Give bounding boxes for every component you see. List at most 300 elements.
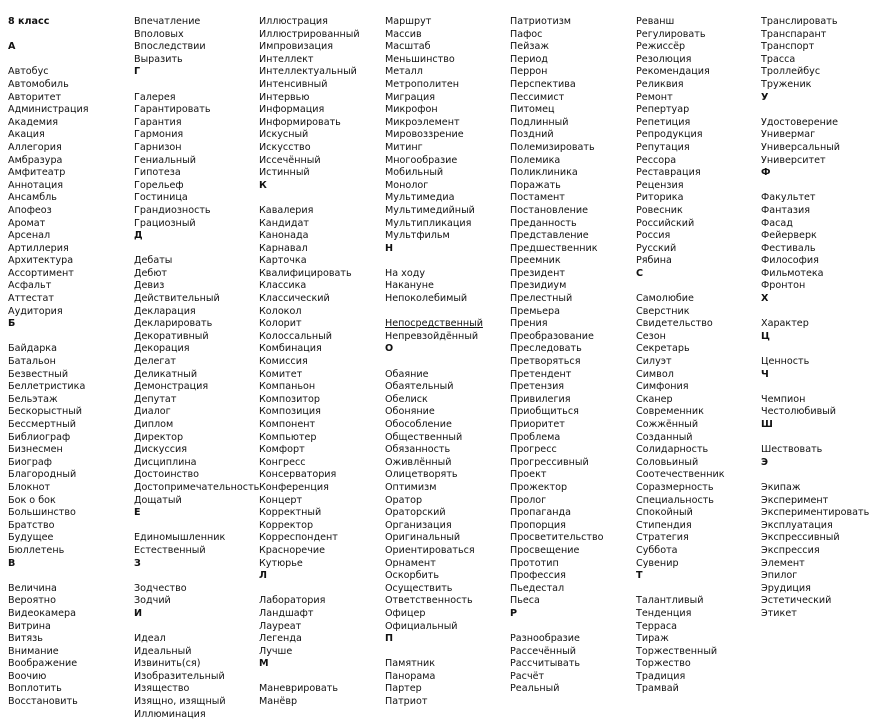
word-item: Комиссия xyxy=(259,356,308,368)
word-item: Диплом xyxy=(134,419,174,430)
word-item: Амбразура xyxy=(8,154,63,166)
word-item: Рябина xyxy=(636,255,672,267)
word-item: Компаньон xyxy=(259,381,316,393)
word-item: Безвестный xyxy=(8,368,69,380)
word-item: Гарантировать xyxy=(134,104,211,116)
word-item: Ансамбль xyxy=(8,192,57,204)
word-item: Аллегория xyxy=(8,141,62,153)
word-item: Иллюстрация xyxy=(259,16,328,27)
word-item: Деликатный xyxy=(134,368,198,380)
word-item: Репертуар xyxy=(636,104,690,116)
word-item: Фестиваль xyxy=(761,242,816,254)
word-item: Непоколебимый xyxy=(385,293,468,305)
word-item: Накануне xyxy=(385,280,434,292)
word-item: На ходу xyxy=(385,267,426,279)
spacer xyxy=(8,570,133,583)
word-item: Интеллект xyxy=(259,53,314,65)
word-item: Девиз xyxy=(134,280,165,292)
word-item: Риторика xyxy=(636,192,684,204)
word-item: Выразить xyxy=(134,53,183,65)
word-item: Иллюминация xyxy=(134,708,206,720)
word-item: Приоритет xyxy=(510,419,565,430)
word-item: Дебют xyxy=(134,267,167,279)
word-item: Батальон xyxy=(8,356,56,368)
word-item: Видеокамера xyxy=(8,607,77,619)
word-item: Экипаж xyxy=(761,481,801,493)
word-item: Информировать xyxy=(259,116,341,128)
section-heading: 8 класс xyxy=(8,16,50,27)
word-item: Перрон xyxy=(510,66,548,78)
word-item: Преданность xyxy=(510,217,577,229)
word-item: Торжественный xyxy=(636,645,718,657)
section-heading: К xyxy=(259,179,267,191)
word-item: Впечатление xyxy=(134,16,201,27)
word-item: Предшественник xyxy=(510,242,598,254)
word-item: Сувенир xyxy=(636,557,679,569)
word-item: Мультимедиа xyxy=(385,192,455,204)
word-item: Фейерверк xyxy=(761,230,817,242)
word-item: Воплотить xyxy=(8,683,62,695)
word-item: Истинный xyxy=(259,167,310,179)
word-item: Солидарность xyxy=(636,444,709,456)
word-item: Карнавал xyxy=(259,242,308,254)
word-item: Постановление xyxy=(510,204,589,216)
word-item: Полемика xyxy=(510,154,561,166)
word-item: Транслировать xyxy=(761,16,838,27)
word-item: Авторитет xyxy=(8,91,62,103)
word-item: Реставрация xyxy=(636,167,701,179)
word-item: Преобразование xyxy=(510,330,594,342)
word-item: Обязанность xyxy=(385,444,451,456)
word-item: Декларировать xyxy=(134,318,213,330)
word-item: Интервью xyxy=(259,91,310,103)
word-item: Репетиция xyxy=(636,116,691,128)
word-item: Консерватория xyxy=(259,469,337,481)
word-item: Гостиница xyxy=(134,192,188,204)
word-item: Декларация xyxy=(134,305,196,317)
word-item: Ремонт xyxy=(636,91,673,103)
word-item: Интеллектуальный xyxy=(259,66,357,78)
word-item: Сканер xyxy=(636,393,673,405)
spacer xyxy=(636,583,761,596)
word-item: Впоследствии xyxy=(134,41,206,53)
word-item: Комитет xyxy=(259,368,303,380)
word-item: Приобщиться xyxy=(510,406,579,418)
word-column-4 xyxy=(385,16,510,709)
word-item: Суббота xyxy=(636,544,678,556)
word-item: Извинить(ся) xyxy=(134,658,201,670)
word-item: Конференция xyxy=(259,481,329,493)
word-item: Грациозный xyxy=(134,217,196,229)
word-item: Регулировать xyxy=(636,28,706,40)
spacer xyxy=(134,621,259,634)
word-item: Идеал xyxy=(134,633,166,645)
word-item: Стратегия xyxy=(636,532,689,544)
word-item: Делегат xyxy=(134,356,176,368)
word-item: Просвещение xyxy=(510,544,580,556)
word-item: Философия xyxy=(761,255,819,267)
word-item: Репутация xyxy=(636,141,690,153)
word-item: Монолог xyxy=(385,179,429,191)
word-item: Оратор xyxy=(385,494,423,506)
word-item: Соловьиный xyxy=(636,456,699,468)
spacer xyxy=(385,356,510,369)
spacer xyxy=(385,255,510,268)
word-item: Реликвия xyxy=(636,78,684,90)
word-item: Арсенал xyxy=(8,230,51,242)
word-item: Симфония xyxy=(636,381,689,393)
word-item: Витрина xyxy=(8,620,51,632)
word-item: Репродукция xyxy=(636,129,703,141)
word-item: Шествовать xyxy=(761,444,823,456)
word-item: Секретарь xyxy=(636,343,690,355)
word-item: Бизнесмен xyxy=(8,444,63,456)
section-heading: П xyxy=(385,633,394,645)
section-heading: Н xyxy=(385,242,394,254)
word-item: Патриотизм xyxy=(510,16,572,27)
word-item: Галерея xyxy=(134,91,176,103)
word-item: Аттестат xyxy=(8,293,54,305)
word-item: Аудитория xyxy=(8,305,63,317)
word-item: Премьера xyxy=(510,305,560,317)
word-item: Зодчество xyxy=(134,582,187,594)
word-item: Режиссёр xyxy=(636,41,686,53)
word-item: Композиция xyxy=(259,406,321,418)
word-item: Университет xyxy=(761,154,826,166)
word-item: Восстановить xyxy=(8,696,78,708)
word-item: Труженик xyxy=(761,78,812,90)
word-item: Рессора xyxy=(636,154,677,166)
word-item: Непосредственный xyxy=(385,318,483,330)
section-heading: Э xyxy=(761,456,769,468)
word-item: Мультфильм xyxy=(385,230,450,242)
word-item: Проблема xyxy=(510,431,561,443)
word-item: Рассчитывать xyxy=(510,658,581,670)
word-item: Дебаты xyxy=(134,255,173,267)
word-column-7 xyxy=(761,16,886,621)
word-item: Непревзойдённый xyxy=(385,330,479,342)
word-item: Биограф xyxy=(8,456,52,468)
word-item: Троллейбус xyxy=(761,66,821,78)
word-item: Гармония xyxy=(134,129,184,141)
word-item: Организация xyxy=(385,519,452,531)
word-item: Тенденция xyxy=(636,607,692,619)
word-item: Расчёт xyxy=(510,670,545,682)
word-item: Маршрут xyxy=(385,16,432,27)
word-item: Преемник xyxy=(510,255,561,267)
word-item: Автомобиль xyxy=(8,78,69,90)
word-item: Карточка xyxy=(259,255,307,267)
spacer xyxy=(510,621,635,634)
word-item: Метрополитен xyxy=(385,78,460,90)
word-item: Мировоззрение xyxy=(385,129,464,141)
word-item: Лауреат xyxy=(259,620,302,632)
word-item: Сезон xyxy=(636,330,666,342)
word-item: Ценность xyxy=(761,356,810,368)
word-item: Патриот xyxy=(385,696,428,708)
word-item: Факультет xyxy=(761,192,816,204)
word-item: Байдарка xyxy=(8,343,57,355)
word-item: Оптимизм xyxy=(385,481,437,493)
word-item: Комфорт xyxy=(259,444,305,456)
word-item: Поздний xyxy=(510,129,554,141)
word-item: Зодчий xyxy=(134,595,171,607)
word-item: Кавалерия xyxy=(259,204,314,216)
word-item: Витязь xyxy=(8,633,43,645)
spacer xyxy=(761,306,886,319)
word-item: Олицетворять xyxy=(385,469,458,481)
word-item: Иссечённый xyxy=(259,154,321,166)
word-item: Архитектура xyxy=(8,255,74,267)
word-item: Декорация xyxy=(134,343,190,355)
word-item: Идеальный xyxy=(134,645,192,657)
word-column-3 xyxy=(259,16,384,709)
word-item: Прожектор xyxy=(510,481,568,493)
word-item: Автобус xyxy=(8,66,49,78)
word-item: Мультимедийный xyxy=(385,204,475,216)
word-item: Пропорция xyxy=(510,519,566,531)
section-heading: Л xyxy=(259,570,267,582)
word-item: Экспрессивный xyxy=(761,532,840,544)
word-item: Гипотеза xyxy=(134,167,181,179)
word-item: Обаятельный xyxy=(385,381,454,393)
word-column-6 xyxy=(636,16,761,696)
word-item: Стипендия xyxy=(636,519,692,531)
word-column-2 xyxy=(134,16,259,721)
word-item: Будущее xyxy=(8,532,54,544)
word-item: Полемизировать xyxy=(510,141,595,153)
spacer xyxy=(761,469,886,482)
word-item: Депутат xyxy=(134,393,177,405)
word-item: Бельэтаж xyxy=(8,393,58,405)
spacer xyxy=(761,432,886,445)
word-item: Иллюстрированный xyxy=(259,28,360,40)
word-item: Меньшинство xyxy=(385,53,455,65)
word-item: Лучше xyxy=(259,645,293,657)
word-item: Экспериментировать xyxy=(761,507,870,519)
word-item: Честолюбивый xyxy=(761,406,837,418)
word-item: Символ xyxy=(636,368,674,380)
word-item: Российский xyxy=(636,217,695,229)
word-item: Поражать xyxy=(510,179,561,191)
word-item: Массив xyxy=(385,28,422,40)
word-item: Прогрессивный xyxy=(510,456,589,468)
section-heading: И xyxy=(134,607,143,619)
word-item: Общественный xyxy=(385,431,463,443)
word-item: Партер xyxy=(385,683,422,695)
word-item: Легенда xyxy=(259,633,302,645)
word-item: Комбинация xyxy=(259,343,322,355)
word-item: Президент xyxy=(510,267,565,279)
word-item: Свидетельство xyxy=(636,318,713,330)
word-item: Специальность xyxy=(636,494,714,506)
word-item: Аромат xyxy=(8,217,46,229)
word-item: Торжество xyxy=(636,658,691,670)
word-item: Большинство xyxy=(8,507,76,519)
word-item: Гарнизон xyxy=(134,141,182,153)
word-item: Композитор xyxy=(259,393,320,405)
word-item: Универсальный xyxy=(761,141,841,153)
word-item: Бессмертный xyxy=(8,419,76,430)
word-item: Аннотация xyxy=(8,179,63,191)
word-item: Манёвр xyxy=(259,696,298,708)
word-item: Силуэт xyxy=(636,356,672,368)
word-item: Сверстник xyxy=(636,305,690,317)
word-item: Преследовать xyxy=(510,343,582,355)
word-item: Удостоверение xyxy=(761,116,839,128)
word-item: Вполовых xyxy=(134,28,184,40)
word-item: Профессия xyxy=(510,570,566,582)
word-item: Микроэлемент xyxy=(385,116,460,128)
word-item: Ассортимент xyxy=(8,267,74,279)
word-item: Благородный xyxy=(8,469,77,481)
section-heading: Е xyxy=(134,507,141,519)
word-item: Просветительство xyxy=(510,532,604,544)
word-item: Апофеоз xyxy=(8,204,52,216)
word-item: Рассечённый xyxy=(510,645,577,657)
word-item: Созданный xyxy=(636,431,693,443)
word-item: Братство xyxy=(8,519,55,531)
word-item: Эпилог xyxy=(761,570,798,582)
spacer xyxy=(761,343,886,356)
word-item: Искусный xyxy=(259,129,309,141)
word-item: Импровизация xyxy=(259,41,334,53)
word-item: Эксперимент xyxy=(761,494,829,506)
section-heading: Ц xyxy=(761,330,770,342)
word-item: Микрофон xyxy=(385,104,438,116)
word-item: Проект xyxy=(510,469,547,481)
word-item: Привилегия xyxy=(510,393,571,405)
word-item: Бескорыстный xyxy=(8,406,83,418)
word-item: Искусство xyxy=(259,141,311,153)
word-item: Резолюция xyxy=(636,53,692,65)
spacer xyxy=(134,570,259,583)
word-item: Лаборатория xyxy=(259,595,326,607)
word-item: Пессимист xyxy=(510,91,565,103)
spacer xyxy=(134,520,259,533)
spacer xyxy=(259,583,384,596)
word-item: Эрудиция xyxy=(761,582,811,594)
word-item: Перспектива xyxy=(510,78,576,90)
word-item: Этикет xyxy=(761,607,797,619)
word-item: Спокойный xyxy=(636,507,693,519)
word-item: Соразмерность xyxy=(636,481,714,493)
word-item: Академия xyxy=(8,116,59,128)
word-item: Обоняние xyxy=(385,406,435,418)
spacer xyxy=(259,671,384,684)
word-item: Колоссальный xyxy=(259,330,332,342)
word-item: Величина xyxy=(8,582,57,594)
spacer xyxy=(761,104,886,117)
word-item: Классика xyxy=(259,280,307,292)
word-item: Изящество xyxy=(134,683,190,695)
spacer xyxy=(134,79,259,92)
word-item: Трамвай xyxy=(636,683,679,695)
word-item: Бюллетень xyxy=(8,544,65,556)
spacer xyxy=(636,280,761,293)
word-item: Фантазия xyxy=(761,204,810,216)
word-item: Реванш xyxy=(636,16,675,27)
word-item: Транспорт xyxy=(761,41,815,53)
word-item: Официальный xyxy=(385,620,458,632)
word-item: Рекомендация xyxy=(636,66,710,78)
word-item: Транспарант xyxy=(761,28,827,40)
spacer xyxy=(259,192,384,205)
word-item: Ответственность xyxy=(385,595,473,607)
word-item: Поликлиника xyxy=(510,167,578,179)
word-item: Универмаг xyxy=(761,129,816,141)
word-item: Период xyxy=(510,53,548,65)
word-item: Дисциплина xyxy=(134,456,197,468)
spacer xyxy=(761,180,886,193)
word-item: Постамент xyxy=(510,192,565,204)
word-item: Ораторский xyxy=(385,507,446,519)
word-item: Компьютер xyxy=(259,431,317,443)
word-item: Изящно, изящный xyxy=(134,696,226,708)
word-item: Воочию xyxy=(8,670,47,682)
word-item: Беллетристика xyxy=(8,381,86,393)
word-item: Достоинство xyxy=(134,469,199,481)
section-heading: Д xyxy=(134,230,143,242)
word-item: Артиллерия xyxy=(8,242,69,254)
section-heading: Ч xyxy=(761,368,769,380)
word-item: Ровесник xyxy=(636,204,683,216)
word-item: Демонстрация xyxy=(134,381,209,393)
word-item: Питомец xyxy=(510,104,555,116)
word-item: Обаяние xyxy=(385,368,429,380)
word-item: Гениальный xyxy=(134,154,197,166)
word-item: Колокол xyxy=(259,305,302,317)
word-item: Президиум xyxy=(510,280,567,292)
word-item: Информация xyxy=(259,104,325,116)
word-item: Асфальт xyxy=(8,280,52,292)
word-item: Рецензия xyxy=(636,179,684,191)
section-heading: В xyxy=(8,557,16,569)
word-item: Пролог xyxy=(510,494,547,506)
word-item: Самолюбие xyxy=(636,293,694,305)
word-item: Конгресс xyxy=(259,456,306,468)
word-item: Фасад xyxy=(761,217,793,229)
section-heading: З xyxy=(134,557,141,569)
word-item: Корректор xyxy=(259,519,314,531)
word-item: Маневрировать xyxy=(259,683,339,695)
word-item: Терраса xyxy=(636,620,677,632)
section-heading: А xyxy=(8,41,16,53)
word-item: Масштаб xyxy=(385,41,431,53)
word-item: Фронтон xyxy=(761,280,806,292)
word-item: Осуществить xyxy=(385,582,453,594)
word-item: Прения xyxy=(510,318,548,330)
word-item: Бок о бок xyxy=(8,494,56,506)
word-item: Оскорбить xyxy=(385,570,439,582)
word-item: Мобильный xyxy=(385,167,444,179)
word-item: Россия xyxy=(636,230,671,242)
word-item: Интенсивный xyxy=(259,78,328,90)
word-item: Обособление xyxy=(385,419,452,430)
spacer xyxy=(8,54,133,67)
word-item: Классический xyxy=(259,293,330,305)
word-item: Панорама xyxy=(385,670,436,682)
word-item: Декоративный xyxy=(134,330,209,342)
word-item: Прелестный xyxy=(510,293,573,305)
word-item: Памятник xyxy=(385,658,435,670)
word-item: Красноречие xyxy=(259,544,325,556)
spacer xyxy=(385,646,510,659)
word-column-5 xyxy=(510,16,635,696)
word-item: Чемпион xyxy=(761,393,806,405)
word-item: Пьедестал xyxy=(510,582,565,594)
word-item: Эстетический xyxy=(761,595,832,607)
